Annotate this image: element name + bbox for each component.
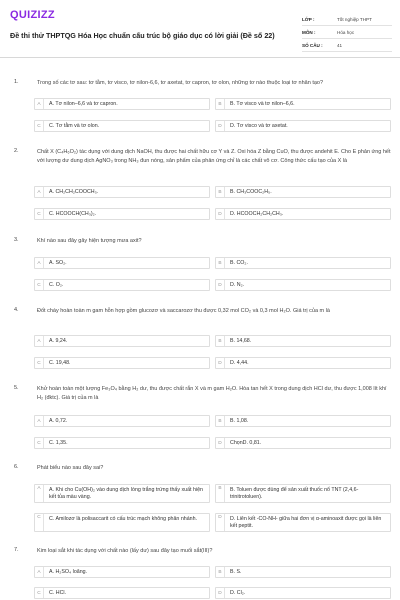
option-text: C. 1,35. — [49, 440, 68, 446]
option-text: C. 19,48. — [49, 360, 71, 366]
question-number: 6. — [14, 464, 19, 470]
option-d[interactable] — [215, 437, 391, 449]
option-a[interactable] — [34, 415, 210, 427]
option-c[interactable] — [34, 437, 210, 449]
option-d[interactable] — [215, 357, 391, 369]
option-letter: B — [216, 485, 225, 502]
option-text: C. Amilozơ là polisaccarit có cấu trúc mạch không phân nhánh. — [49, 516, 198, 522]
option-b[interactable] — [215, 186, 391, 198]
option-letter: A — [35, 485, 44, 502]
option-letter: B — [216, 567, 225, 577]
option-text: A. CH₂CH₂COOCH₃. — [49, 189, 99, 195]
quizizz-logo: QUIZIZZ — [10, 9, 55, 21]
worksheet-header — [0, 0, 400, 58]
option-letter: B — [216, 258, 225, 268]
option-text: A. Khi cho Cu(OH)₂ vào dung dịch lòng trắng trứng thấy xuất hiện kết tủa màu vàng. — [49, 487, 204, 500]
option-letter: C — [35, 280, 44, 290]
question-text: Đốt cháy hoàn toàn m gam hỗn hợp gồm glucozơ và saccarozơ thu được 0,32 mol CO₂ và 0,3 mol H₂O. Giá trị của m là — [37, 308, 330, 314]
option-text: B. Tơ visco và tơ nilon–6,6. — [230, 101, 295, 107]
option-letter: A — [35, 187, 44, 197]
option-text: D. HCOOCH₂CH₂CH₃. — [230, 211, 284, 217]
option-a[interactable] — [34, 186, 210, 198]
option-text: B. CO₂. — [230, 260, 248, 266]
option-a[interactable] — [34, 335, 210, 347]
option-text: B. S. — [230, 569, 242, 575]
option-letter: C — [35, 514, 44, 531]
option-text: D. N₂. — [230, 282, 245, 288]
option-letter: A — [35, 258, 44, 268]
question-number: 1. — [14, 79, 19, 85]
meta-row-subject — [302, 26, 392, 39]
option-letter: B — [216, 99, 225, 109]
question-number: 2. — [14, 148, 19, 154]
option-d[interactable] — [215, 513, 391, 532]
count-label: SỐ CÂU : — [302, 42, 323, 48]
option-letter: C — [35, 358, 44, 368]
option-text: D. Liên kết -CO-NH- giữa hai đơn vị α-aminoaxit được gọi là liên kết peptit. — [230, 516, 382, 529]
option-text: C. HCOOCH(CH₃)₂. — [49, 211, 97, 217]
option-letter: D — [216, 438, 225, 448]
option-c[interactable] — [34, 513, 210, 532]
option-letter: C — [35, 438, 44, 448]
option-text: C. HCl. — [49, 590, 67, 596]
option-b[interactable] — [215, 566, 391, 578]
meta-panel — [302, 13, 392, 52]
option-letter: C — [35, 588, 44, 598]
option-b[interactable] — [215, 415, 391, 427]
option-text: B. 1,08. — [230, 418, 249, 424]
option-b[interactable] — [215, 98, 391, 110]
option-letter: C — [35, 121, 44, 131]
option-letter: B — [216, 187, 225, 197]
option-letter: A — [35, 416, 44, 426]
option-c[interactable] — [34, 357, 210, 369]
option-b[interactable] — [215, 484, 391, 503]
option-letter: B — [216, 336, 225, 346]
option-letter: D — [216, 588, 225, 598]
subject-value: Hóa học — [337, 29, 355, 35]
option-text: A. Tơ nilon–6,6 và tơ capron. — [49, 101, 118, 107]
question-number: 7. — [14, 547, 19, 553]
option-a[interactable] — [34, 257, 210, 269]
option-letter: D — [216, 280, 225, 290]
option-text: D. Cl₂. — [230, 590, 246, 596]
option-text: ChọnD. 0,81. — [230, 440, 262, 446]
option-c[interactable] — [34, 120, 210, 132]
option-c[interactable] — [34, 279, 210, 291]
question-text: Khí nào sau đây gây hiện tượng mưa axit? — [37, 238, 142, 244]
count-value: 41 — [337, 42, 343, 48]
question-number: 4. — [14, 307, 19, 313]
subject-label: MÔN : — [302, 29, 316, 35]
option-b[interactable] — [215, 257, 391, 269]
option-d[interactable] — [215, 279, 391, 291]
option-text: D. Tơ visco và tơ axetat. — [230, 123, 288, 129]
worksheet-title: Đề thi thử THPTQG Hóa Học chuẩn cấu trúc bộ giáo dục có lời giải (Đề số 22) — [10, 31, 275, 40]
class-value: Tốt nghiệp THPT — [337, 16, 372, 22]
question-text: Chất X (C₄H₆O₂) tác dụng với dung dịch NaOH, thu được hai chất hữu cơ Y và Z. Oxi hóa Z bằng CuO, thu được andehit E. Cho E phản ứng hết với lượng dư dung dịch AgNO₃ trong NH₃ đun nóng, sản phẩm của phản ứng chỉ là các chất vô cơ. Công thức cấu tạo của X là — [37, 149, 391, 164]
question-text: Kim loại sắt khi tác dụng với chất nào (lấy dư) sau đây tạo muối sắt(III)? — [37, 548, 213, 554]
question-text: Trong số các tơ sau: tơ tằm, tơ visco, tơ nilon-6,6, tơ axetat, tơ capron, tơ olon, những tơ nào thuộc loại tơ nhân tạo? — [37, 80, 324, 86]
option-letter: A — [35, 99, 44, 109]
option-text: B. 14,68. — [230, 338, 252, 344]
option-text: A. H₂SO₄ loãng. — [49, 569, 88, 575]
question-number: 3. — [14, 237, 19, 243]
option-d[interactable] — [215, 587, 391, 599]
option-b[interactable] — [215, 335, 391, 347]
question-number: 5. — [14, 385, 19, 391]
option-text: B. Toluen được dùng để sản xuất thuốc nổ TNT (2,4,6-trinitrotoluen). — [230, 487, 359, 500]
option-c[interactable] — [34, 208, 210, 220]
option-text: D. 4,44. — [230, 360, 249, 366]
option-letter: A — [35, 567, 44, 577]
option-letter: D — [216, 209, 225, 219]
option-text: A. 0,72. — [49, 418, 68, 424]
option-text: B. CH₃COOC₂H₅. — [230, 189, 272, 195]
option-letter: C — [35, 209, 44, 219]
option-a[interactable] — [34, 98, 210, 110]
option-letter: D — [216, 121, 225, 131]
option-letter: D — [216, 358, 225, 368]
meta-row-count — [302, 39, 392, 52]
meta-row-class — [302, 13, 392, 26]
option-text: A. 9,24. — [49, 338, 68, 344]
question-text: Phát biểu nào sau đây sai? — [37, 465, 104, 471]
option-d[interactable] — [215, 208, 391, 220]
option-d[interactable] — [215, 120, 391, 132]
option-a[interactable] — [34, 484, 210, 503]
option-letter: A — [35, 336, 44, 346]
option-letter: B — [216, 416, 225, 426]
option-a[interactable] — [34, 566, 210, 578]
option-text: C. O₂. — [49, 282, 64, 288]
option-text: C. Tơ tằm và tơ olon. — [49, 123, 100, 129]
option-text: A. SO₂. — [49, 260, 67, 266]
option-letter: D — [216, 514, 225, 531]
question-text: Khử hoàn toàn một lượng Fe₃O₄ bằng H₂ dư, thu được chất rắn X và m gam H₂O. Hòa tan hết X trong dung dịch HCl dư, thu được 1,008 lít khí H₂ (đktc). Giá trị của m là — [37, 386, 387, 401]
option-c[interactable] — [34, 587, 210, 599]
class-label: LỚP : — [302, 16, 315, 22]
